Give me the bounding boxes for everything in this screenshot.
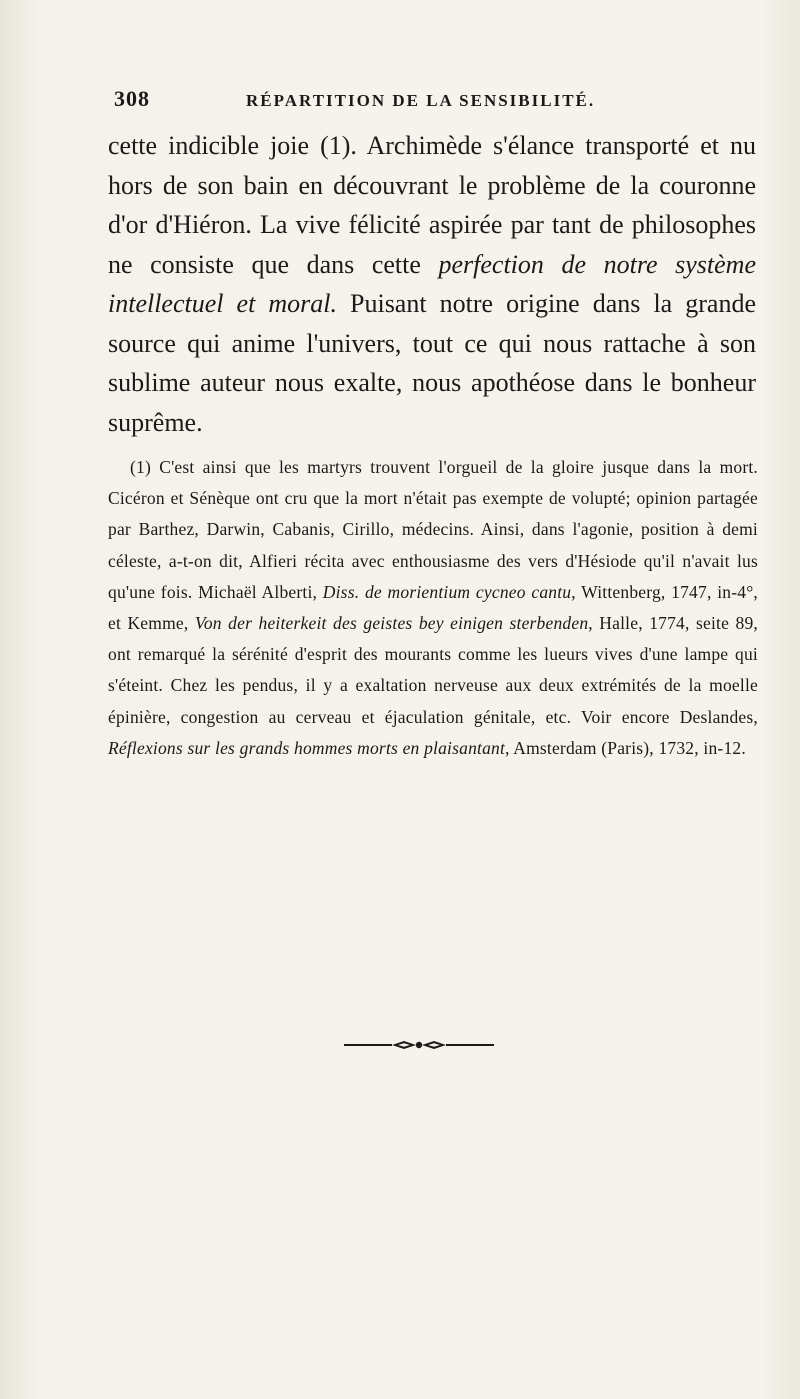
ornament-rule-right xyxy=(446,1044,494,1046)
footnote-paragraph xyxy=(108,452,758,764)
footnote-text-3: , Halle, 1774, seite 89, ont remarqué la sérénité d'esprit des mourants comme les lueurs vives d'une lampe qui s'éteint. Chez les pendus, il y a exaltation nerveuse aux deux extrémités de la moelle épinière, congestion au cerveau et éjaculation génitale, etc. Voir encore Deslandes, xyxy=(108,613,758,727)
ornament-flourish-icon xyxy=(390,1038,448,1052)
end-ornament xyxy=(344,1038,494,1052)
footnote-marker: (1) xyxy=(130,457,152,477)
footnote-text-4: , Amsterdam (Paris), 1732, in-12. xyxy=(505,737,746,758)
footnote-title-kemme: Von der heiterkeit des geistes bey einigen sterbenden xyxy=(194,613,589,634)
body-text-part-1: cette indicible joie (1). Archimède s'élance transporté et nu hors de son bain en découvrant le problème de la couronne d'or d'Hiéron. La vive félicité aspirée par tant de philosophes ne consiste que dans cette xyxy=(108,131,756,279)
body-text-part-2: Puisant notre origine dans la grande source qui anime l'univers, tout ce qui nous rattache à son sublime auteur nous exalte, nous apothéose dans le bonheur suprême. xyxy=(108,289,756,437)
footnote-text-1: C'est ainsi que les martyrs trouvent l'orgueil de la gloire jusque dans la mort. Cicéron et Sénèque ont cru que la mort n'était pas exempte de volupté; opinion partagée par Barthez, Darwin, Cabanis, Cirillo, médecins. Ainsi, dans l'agonie, position à demi céleste, a-t-on dit, Alfieri récita avec enthousiasme des vers d'Hésiode qu'il n'avait lus qu'une fois. Michaël Alberti, xyxy=(108,457,758,602)
footnote-title-deslandes: Réflexions sur les grands hommes morts en plaisantant xyxy=(108,737,506,758)
footnote-text-2: , Wittenberg, 1747, in-4°, et Kemme, xyxy=(108,581,758,634)
footnote xyxy=(108,452,758,764)
body-italic-phrase: perfection de notre système intellectuel et moral. xyxy=(108,249,756,318)
body-paragraph xyxy=(108,126,756,442)
main-text xyxy=(108,126,756,442)
footnote-title-alberti: Diss. de morientium cycneo cantu xyxy=(322,581,572,602)
running-title: RÉPARTITION DE LA SENSIBILITÉ. xyxy=(246,91,596,110)
running-header xyxy=(114,86,694,112)
page-number: 308 xyxy=(114,86,150,111)
ornament-rule-left xyxy=(344,1044,392,1046)
